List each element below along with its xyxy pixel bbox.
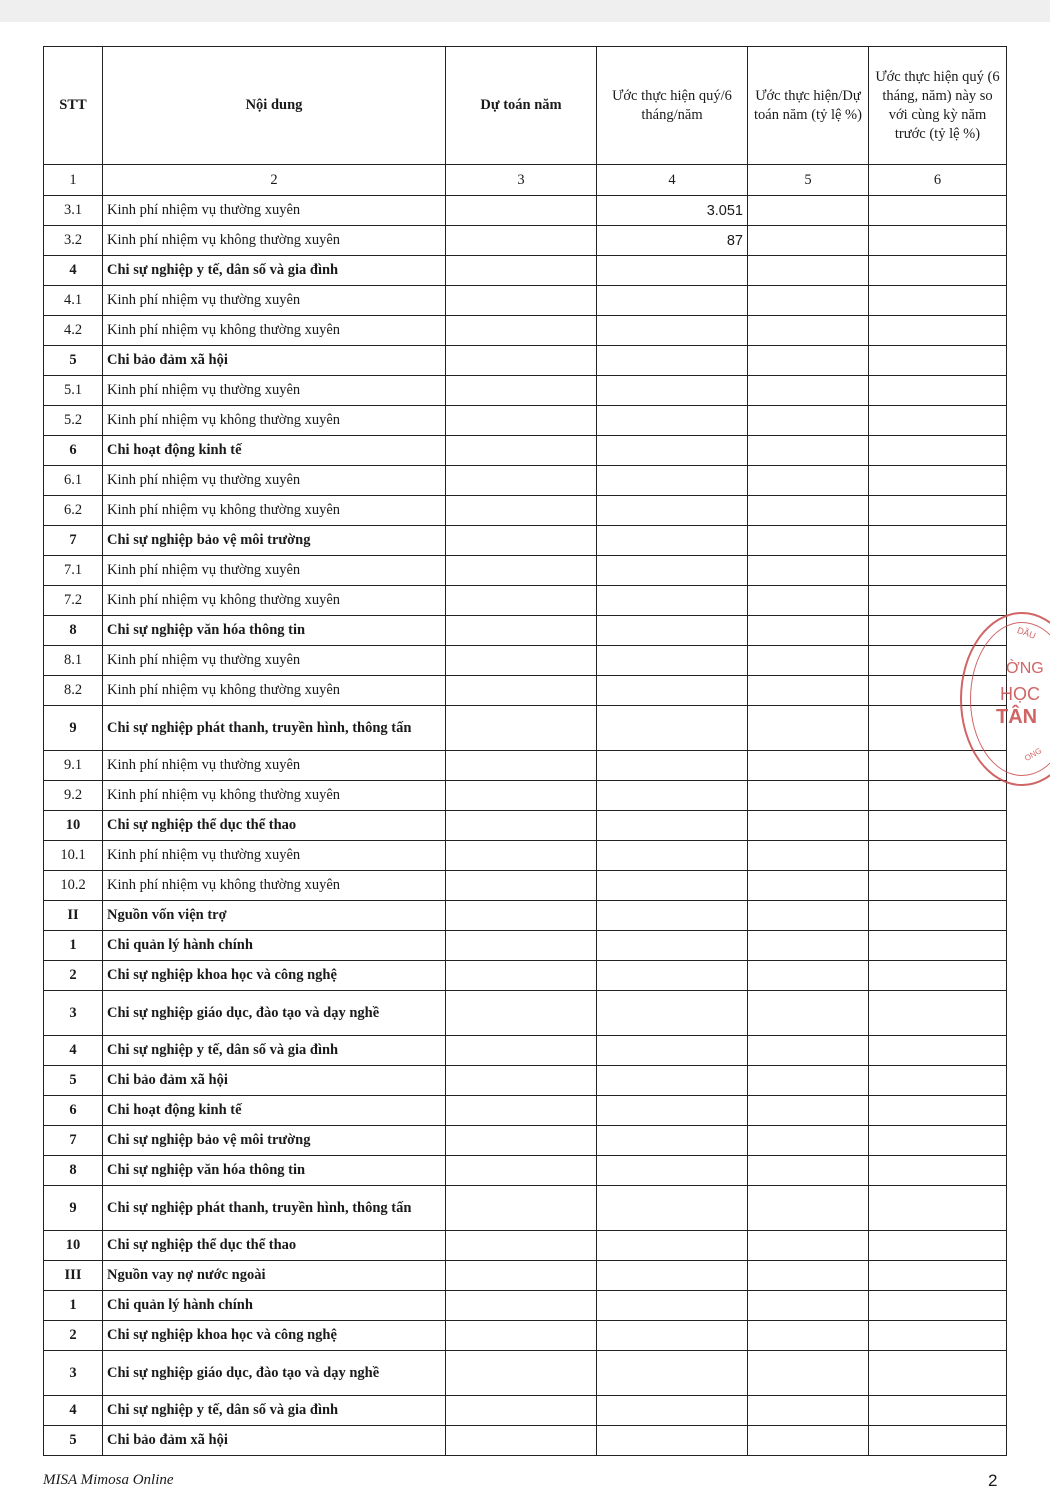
row-content: Nguồn vay nợ nước ngoài bbox=[103, 1261, 446, 1291]
row-annual-estimate bbox=[446, 226, 597, 256]
row-stt: 5 bbox=[44, 1066, 103, 1096]
row-annual-estimate bbox=[446, 376, 597, 406]
row-year-over-year bbox=[869, 1096, 1007, 1126]
column-number: 6 bbox=[869, 165, 1007, 196]
table-row bbox=[44, 871, 1007, 901]
row-annual-estimate bbox=[446, 436, 597, 466]
row-year-over-year bbox=[869, 256, 1007, 286]
header-stt: STT bbox=[44, 47, 103, 165]
row-year-over-year bbox=[869, 346, 1007, 376]
row-estimated-execution bbox=[597, 1321, 748, 1351]
row-execution-ratio bbox=[748, 751, 869, 781]
table-row bbox=[44, 616, 1007, 646]
row-year-over-year bbox=[869, 931, 1007, 961]
row-content: Chi sự nghiệp y tế, dân số và gia đình bbox=[103, 1396, 446, 1426]
row-annual-estimate bbox=[446, 961, 597, 991]
row-annual-estimate bbox=[446, 811, 597, 841]
table-row bbox=[44, 961, 1007, 991]
row-estimated-execution bbox=[597, 1426, 748, 1456]
row-year-over-year bbox=[869, 376, 1007, 406]
row-year-over-year bbox=[869, 1066, 1007, 1096]
stamp-top-arc: DẦU bbox=[1015, 625, 1038, 641]
table-row bbox=[44, 1096, 1007, 1126]
row-execution-ratio bbox=[748, 961, 869, 991]
row-estimated-execution bbox=[597, 751, 748, 781]
table-row bbox=[44, 1396, 1007, 1426]
table-row bbox=[44, 1291, 1007, 1321]
row-execution-ratio bbox=[748, 871, 869, 901]
row-estimated-execution bbox=[597, 961, 748, 991]
row-stt: 4.1 bbox=[44, 286, 103, 316]
row-stt: 3 bbox=[44, 991, 103, 1036]
row-execution-ratio bbox=[748, 1096, 869, 1126]
row-year-over-year bbox=[869, 781, 1007, 811]
row-execution-ratio bbox=[748, 1396, 869, 1426]
table-row bbox=[44, 1036, 1007, 1066]
row-stt: 8 bbox=[44, 616, 103, 646]
row-annual-estimate bbox=[446, 991, 597, 1036]
row-annual-estimate bbox=[446, 346, 597, 376]
stamp-bottom-arc: ONG bbox=[1022, 746, 1044, 763]
row-year-over-year bbox=[869, 556, 1007, 586]
row-annual-estimate bbox=[446, 781, 597, 811]
row-execution-ratio bbox=[748, 436, 869, 466]
row-annual-estimate bbox=[446, 286, 597, 316]
row-year-over-year bbox=[869, 1156, 1007, 1186]
row-execution-ratio bbox=[748, 1351, 869, 1396]
row-estimated-execution bbox=[597, 871, 748, 901]
row-annual-estimate bbox=[446, 1066, 597, 1096]
top-bar bbox=[0, 0, 1050, 22]
row-annual-estimate bbox=[446, 646, 597, 676]
row-annual-estimate bbox=[446, 1291, 597, 1321]
row-execution-ratio bbox=[748, 586, 869, 616]
row-content: Chi sự nghiệp y tế, dân số và gia đình bbox=[103, 256, 446, 286]
column-number: 4 bbox=[597, 165, 748, 196]
budget-report-table bbox=[43, 46, 1007, 1456]
row-estimated-execution bbox=[597, 1231, 748, 1261]
row-estimated-execution bbox=[597, 346, 748, 376]
row-stt: 1 bbox=[44, 1291, 103, 1321]
row-annual-estimate bbox=[446, 1036, 597, 1066]
row-execution-ratio bbox=[748, 1186, 869, 1231]
row-content: Chi sự nghiệp giáo dục, đào tạo và dạy nghề bbox=[103, 1351, 446, 1396]
row-execution-ratio bbox=[748, 1126, 869, 1156]
row-annual-estimate bbox=[446, 586, 597, 616]
row-stt: 4.2 bbox=[44, 316, 103, 346]
row-execution-ratio bbox=[748, 901, 869, 931]
row-execution-ratio bbox=[748, 256, 869, 286]
row-stt: 7.2 bbox=[44, 586, 103, 616]
header-year-over-year: Ước thực hiện quý (6 tháng, năm) này so với cùng kỳ năm trước (tỷ lệ %) bbox=[869, 47, 1007, 165]
row-execution-ratio bbox=[748, 991, 869, 1036]
row-stt: 8.1 bbox=[44, 646, 103, 676]
row-year-over-year bbox=[869, 811, 1007, 841]
row-content: Kinh phí nhiệm vụ không thường xuyên bbox=[103, 316, 446, 346]
row-execution-ratio bbox=[748, 1321, 869, 1351]
row-estimated-execution bbox=[597, 586, 748, 616]
column-number-row bbox=[44, 165, 1007, 196]
row-content: Kinh phí nhiệm vụ không thường xuyên bbox=[103, 586, 446, 616]
row-annual-estimate bbox=[446, 256, 597, 286]
row-annual-estimate bbox=[446, 1231, 597, 1261]
column-number: 5 bbox=[748, 165, 869, 196]
table-header-row bbox=[44, 47, 1007, 165]
row-estimated-execution bbox=[597, 706, 748, 751]
row-content: Chi hoạt động kinh tế bbox=[103, 1096, 446, 1126]
table-row bbox=[44, 316, 1007, 346]
table-row bbox=[44, 1231, 1007, 1261]
row-content: Chi sự nghiệp văn hóa thông tin bbox=[103, 616, 446, 646]
row-execution-ratio bbox=[748, 526, 869, 556]
row-year-over-year bbox=[869, 841, 1007, 871]
row-execution-ratio bbox=[748, 646, 869, 676]
row-annual-estimate bbox=[446, 526, 597, 556]
row-execution-ratio bbox=[748, 226, 869, 256]
row-content: Chi sự nghiệp khoa học và công nghệ bbox=[103, 961, 446, 991]
table-row bbox=[44, 706, 1007, 751]
table-row bbox=[44, 256, 1007, 286]
row-year-over-year bbox=[869, 226, 1007, 256]
row-annual-estimate bbox=[446, 1351, 597, 1396]
table-row bbox=[44, 286, 1007, 316]
row-annual-estimate bbox=[446, 556, 597, 586]
row-stt: 4 bbox=[44, 1036, 103, 1066]
row-execution-ratio bbox=[748, 841, 869, 871]
table-row bbox=[44, 781, 1007, 811]
row-content: Kinh phí nhiệm vụ không thường xuyên bbox=[103, 781, 446, 811]
row-stt: 6 bbox=[44, 436, 103, 466]
table-row bbox=[44, 526, 1007, 556]
row-estimated-execution bbox=[597, 1036, 748, 1066]
row-annual-estimate bbox=[446, 466, 597, 496]
row-annual-estimate bbox=[446, 496, 597, 526]
row-execution-ratio bbox=[748, 1291, 869, 1321]
row-estimated-execution bbox=[597, 1126, 748, 1156]
footer-page-number: 2 bbox=[988, 1471, 998, 1490]
row-annual-estimate bbox=[446, 706, 597, 751]
row-year-over-year bbox=[869, 1291, 1007, 1321]
table-row bbox=[44, 676, 1007, 706]
row-execution-ratio bbox=[748, 1156, 869, 1186]
row-annual-estimate bbox=[446, 871, 597, 901]
table-row bbox=[44, 991, 1007, 1036]
row-execution-ratio bbox=[748, 466, 869, 496]
row-stt: 1 bbox=[44, 931, 103, 961]
row-year-over-year bbox=[869, 1186, 1007, 1231]
row-estimated-execution: 3.051 bbox=[597, 196, 748, 226]
row-stt: 5 bbox=[44, 346, 103, 376]
column-number: 3 bbox=[446, 165, 597, 196]
row-annual-estimate bbox=[446, 1261, 597, 1291]
row-estimated-execution bbox=[597, 496, 748, 526]
table-row bbox=[44, 466, 1007, 496]
table-row bbox=[44, 1156, 1007, 1186]
row-content: Chi sự nghiệp giáo dục, đào tạo và dạy nghề bbox=[103, 991, 446, 1036]
row-estimated-execution bbox=[597, 676, 748, 706]
footer-software-name: MISA Mimosa Online bbox=[43, 1472, 174, 1488]
row-content: Kinh phí nhiệm vụ không thường xuyên bbox=[103, 496, 446, 526]
row-execution-ratio bbox=[748, 346, 869, 376]
row-year-over-year bbox=[869, 1126, 1007, 1156]
column-number: 2 bbox=[103, 165, 446, 196]
row-execution-ratio bbox=[748, 931, 869, 961]
row-annual-estimate bbox=[446, 1186, 597, 1231]
row-content: Chi sự nghiệp phát thanh, truyền hình, thông tấn bbox=[103, 706, 446, 751]
row-content: Chi bảo đảm xã hội bbox=[103, 1426, 446, 1456]
row-content: Kinh phí nhiệm vụ thường xuyên bbox=[103, 751, 446, 781]
row-estimated-execution bbox=[597, 1186, 748, 1231]
row-year-over-year bbox=[869, 1261, 1007, 1291]
row-annual-estimate bbox=[446, 616, 597, 646]
row-stt: 10 bbox=[44, 1231, 103, 1261]
table-row bbox=[44, 1321, 1007, 1351]
row-annual-estimate bbox=[446, 1156, 597, 1186]
row-content: Chi sự nghiệp khoa học và công nghệ bbox=[103, 1321, 446, 1351]
row-stt: 9 bbox=[44, 706, 103, 751]
row-content: Chi bảo đảm xã hội bbox=[103, 346, 446, 376]
row-execution-ratio bbox=[748, 1261, 869, 1291]
row-year-over-year bbox=[869, 961, 1007, 991]
row-estimated-execution bbox=[597, 1156, 748, 1186]
table-row bbox=[44, 1261, 1007, 1291]
row-execution-ratio bbox=[748, 376, 869, 406]
header-annual-estimate: Dự toán năm bbox=[446, 47, 597, 165]
row-stt: 9.1 bbox=[44, 751, 103, 781]
row-year-over-year bbox=[869, 286, 1007, 316]
row-stt: II bbox=[44, 901, 103, 931]
row-estimated-execution bbox=[597, 436, 748, 466]
row-annual-estimate bbox=[446, 316, 597, 346]
row-year-over-year bbox=[869, 466, 1007, 496]
row-content: Chi sự nghiệp bảo vệ môi trường bbox=[103, 526, 446, 556]
row-estimated-execution bbox=[597, 646, 748, 676]
row-execution-ratio bbox=[748, 1066, 869, 1096]
row-year-over-year bbox=[869, 406, 1007, 436]
row-execution-ratio bbox=[748, 616, 869, 646]
table-row bbox=[44, 1126, 1007, 1156]
row-stt: 5.2 bbox=[44, 406, 103, 436]
table-row bbox=[44, 556, 1007, 586]
table-row bbox=[44, 376, 1007, 406]
stamp-line-2: HỌC bbox=[1000, 684, 1040, 704]
table-row bbox=[44, 1066, 1007, 1096]
row-estimated-execution bbox=[597, 406, 748, 436]
row-estimated-execution bbox=[597, 1096, 748, 1126]
table-row bbox=[44, 841, 1007, 871]
row-content: Kinh phí nhiệm vụ không thường xuyên bbox=[103, 226, 446, 256]
row-execution-ratio bbox=[748, 1231, 869, 1261]
row-execution-ratio bbox=[748, 811, 869, 841]
row-content: Kinh phí nhiệm vụ thường xuyên bbox=[103, 376, 446, 406]
row-content: Chi sự nghiệp thể dục thể thao bbox=[103, 1231, 446, 1261]
row-content: Nguồn vốn viện trợ bbox=[103, 901, 446, 931]
row-estimated-execution bbox=[597, 781, 748, 811]
row-stt: 4 bbox=[44, 256, 103, 286]
row-stt: 10 bbox=[44, 811, 103, 841]
row-year-over-year bbox=[869, 1231, 1007, 1261]
row-stt: 7 bbox=[44, 1126, 103, 1156]
table-row bbox=[44, 901, 1007, 931]
table-row bbox=[44, 1426, 1007, 1456]
row-year-over-year bbox=[869, 586, 1007, 616]
row-content: Kinh phí nhiệm vụ thường xuyên bbox=[103, 466, 446, 496]
row-stt: 2 bbox=[44, 1321, 103, 1351]
row-year-over-year bbox=[869, 496, 1007, 526]
row-annual-estimate bbox=[446, 1396, 597, 1426]
row-stt: 9.2 bbox=[44, 781, 103, 811]
row-estimated-execution bbox=[597, 931, 748, 961]
row-content: Chi sự nghiệp phát thanh, truyền hình, thông tấn bbox=[103, 1186, 446, 1231]
row-annual-estimate bbox=[446, 1426, 597, 1456]
row-execution-ratio bbox=[748, 316, 869, 346]
row-content: Kinh phí nhiệm vụ thường xuyên bbox=[103, 556, 446, 586]
row-annual-estimate bbox=[446, 841, 597, 871]
row-annual-estimate bbox=[446, 931, 597, 961]
table-row bbox=[44, 226, 1007, 256]
table-row bbox=[44, 586, 1007, 616]
row-stt: 7.1 bbox=[44, 556, 103, 586]
row-content: Kinh phí nhiệm vụ thường xuyên bbox=[103, 841, 446, 871]
row-execution-ratio bbox=[748, 706, 869, 751]
row-execution-ratio bbox=[748, 496, 869, 526]
row-estimated-execution bbox=[597, 256, 748, 286]
row-content: Kinh phí nhiệm vụ thường xuyên bbox=[103, 646, 446, 676]
row-content: Chi bảo đảm xã hội bbox=[103, 1066, 446, 1096]
row-execution-ratio bbox=[748, 286, 869, 316]
row-content: Chi sự nghiệp bảo vệ môi trường bbox=[103, 1126, 446, 1156]
row-content: Chi quản lý hành chính bbox=[103, 1291, 446, 1321]
row-content: Chi sự nghiệp thể dục thể thao bbox=[103, 811, 446, 841]
row-estimated-execution bbox=[597, 526, 748, 556]
row-content: Kinh phí nhiệm vụ thường xuyên bbox=[103, 286, 446, 316]
row-estimated-execution bbox=[597, 1291, 748, 1321]
row-stt: 5.1 bbox=[44, 376, 103, 406]
row-execution-ratio bbox=[748, 1426, 869, 1456]
row-estimated-execution bbox=[597, 616, 748, 646]
row-year-over-year bbox=[869, 991, 1007, 1036]
row-stt: 6 bbox=[44, 1096, 103, 1126]
row-annual-estimate bbox=[446, 676, 597, 706]
row-annual-estimate bbox=[446, 901, 597, 931]
row-year-over-year bbox=[869, 1351, 1007, 1396]
table-row bbox=[44, 1351, 1007, 1396]
row-content: Kinh phí nhiệm vụ thường xuyên bbox=[103, 196, 446, 226]
row-stt: 5 bbox=[44, 1426, 103, 1456]
header-execution-ratio: Ước thực hiện/Dự toán năm (tỷ lệ %) bbox=[748, 47, 869, 165]
row-year-over-year bbox=[869, 901, 1007, 931]
row-execution-ratio bbox=[748, 406, 869, 436]
row-content: Chi sự nghiệp văn hóa thông tin bbox=[103, 1156, 446, 1186]
row-year-over-year bbox=[869, 436, 1007, 466]
row-estimated-execution bbox=[597, 286, 748, 316]
stamp-line-1: ỜNG bbox=[1006, 660, 1044, 677]
table-row bbox=[44, 496, 1007, 526]
row-execution-ratio bbox=[748, 1036, 869, 1066]
row-year-over-year bbox=[869, 871, 1007, 901]
row-stt: 8 bbox=[44, 1156, 103, 1186]
row-year-over-year bbox=[869, 1321, 1007, 1351]
row-estimated-execution bbox=[597, 991, 748, 1036]
row-stt: 8.2 bbox=[44, 676, 103, 706]
table-row bbox=[44, 406, 1007, 436]
row-content: Kinh phí nhiệm vụ không thường xuyên bbox=[103, 676, 446, 706]
row-estimated-execution bbox=[597, 1261, 748, 1291]
table-row bbox=[44, 346, 1007, 376]
row-annual-estimate bbox=[446, 1321, 597, 1351]
row-annual-estimate bbox=[446, 1096, 597, 1126]
column-number: 1 bbox=[44, 165, 103, 196]
row-estimated-execution bbox=[597, 466, 748, 496]
row-year-over-year bbox=[869, 526, 1007, 556]
row-stt: 2 bbox=[44, 961, 103, 991]
row-content: Chi sự nghiệp y tế, dân số và gia đình bbox=[103, 1036, 446, 1066]
row-content: Kinh phí nhiệm vụ không thường xuyên bbox=[103, 406, 446, 436]
row-estimated-execution bbox=[597, 901, 748, 931]
row-annual-estimate bbox=[446, 196, 597, 226]
row-stt: 4 bbox=[44, 1396, 103, 1426]
row-year-over-year bbox=[869, 1036, 1007, 1066]
row-stt: 3.1 bbox=[44, 196, 103, 226]
row-stt: 10.2 bbox=[44, 871, 103, 901]
row-stt: 9 bbox=[44, 1186, 103, 1231]
table-row bbox=[44, 751, 1007, 781]
table-row bbox=[44, 811, 1007, 841]
row-estimated-execution: 87 bbox=[597, 226, 748, 256]
stamp-line-3: TÂN bbox=[996, 706, 1038, 728]
row-execution-ratio bbox=[748, 676, 869, 706]
row-estimated-execution bbox=[597, 1351, 748, 1396]
row-stt: III bbox=[44, 1261, 103, 1291]
row-estimated-execution bbox=[597, 376, 748, 406]
row-execution-ratio bbox=[748, 196, 869, 226]
row-execution-ratio bbox=[748, 781, 869, 811]
table-row bbox=[44, 436, 1007, 466]
row-annual-estimate bbox=[446, 751, 597, 781]
table-row bbox=[44, 931, 1007, 961]
row-year-over-year bbox=[869, 316, 1007, 346]
row-estimated-execution bbox=[597, 1066, 748, 1096]
row-annual-estimate bbox=[446, 406, 597, 436]
row-content: Chi hoạt động kinh tế bbox=[103, 436, 446, 466]
row-execution-ratio bbox=[748, 556, 869, 586]
row-year-over-year bbox=[869, 196, 1007, 226]
table-row bbox=[44, 1186, 1007, 1231]
row-estimated-execution bbox=[597, 841, 748, 871]
header-content: Nội dung bbox=[103, 47, 446, 165]
row-year-over-year bbox=[869, 1426, 1007, 1456]
row-stt: 10.1 bbox=[44, 841, 103, 871]
row-stt: 3 bbox=[44, 1351, 103, 1396]
row-stt: 3.2 bbox=[44, 226, 103, 256]
row-estimated-execution bbox=[597, 811, 748, 841]
table-row bbox=[44, 196, 1007, 226]
row-content: Chi quản lý hành chính bbox=[103, 931, 446, 961]
row-stt: 7 bbox=[44, 526, 103, 556]
row-year-over-year bbox=[869, 1396, 1007, 1426]
table-row bbox=[44, 646, 1007, 676]
row-estimated-execution bbox=[597, 316, 748, 346]
row-estimated-execution bbox=[597, 1396, 748, 1426]
row-content: Kinh phí nhiệm vụ không thường xuyên bbox=[103, 871, 446, 901]
row-stt: 6.1 bbox=[44, 466, 103, 496]
row-stt: 6.2 bbox=[44, 496, 103, 526]
row-annual-estimate bbox=[446, 1126, 597, 1156]
header-estimated-execution: Ước thực hiện quý/6 tháng/năm bbox=[597, 47, 748, 165]
row-estimated-execution bbox=[597, 556, 748, 586]
